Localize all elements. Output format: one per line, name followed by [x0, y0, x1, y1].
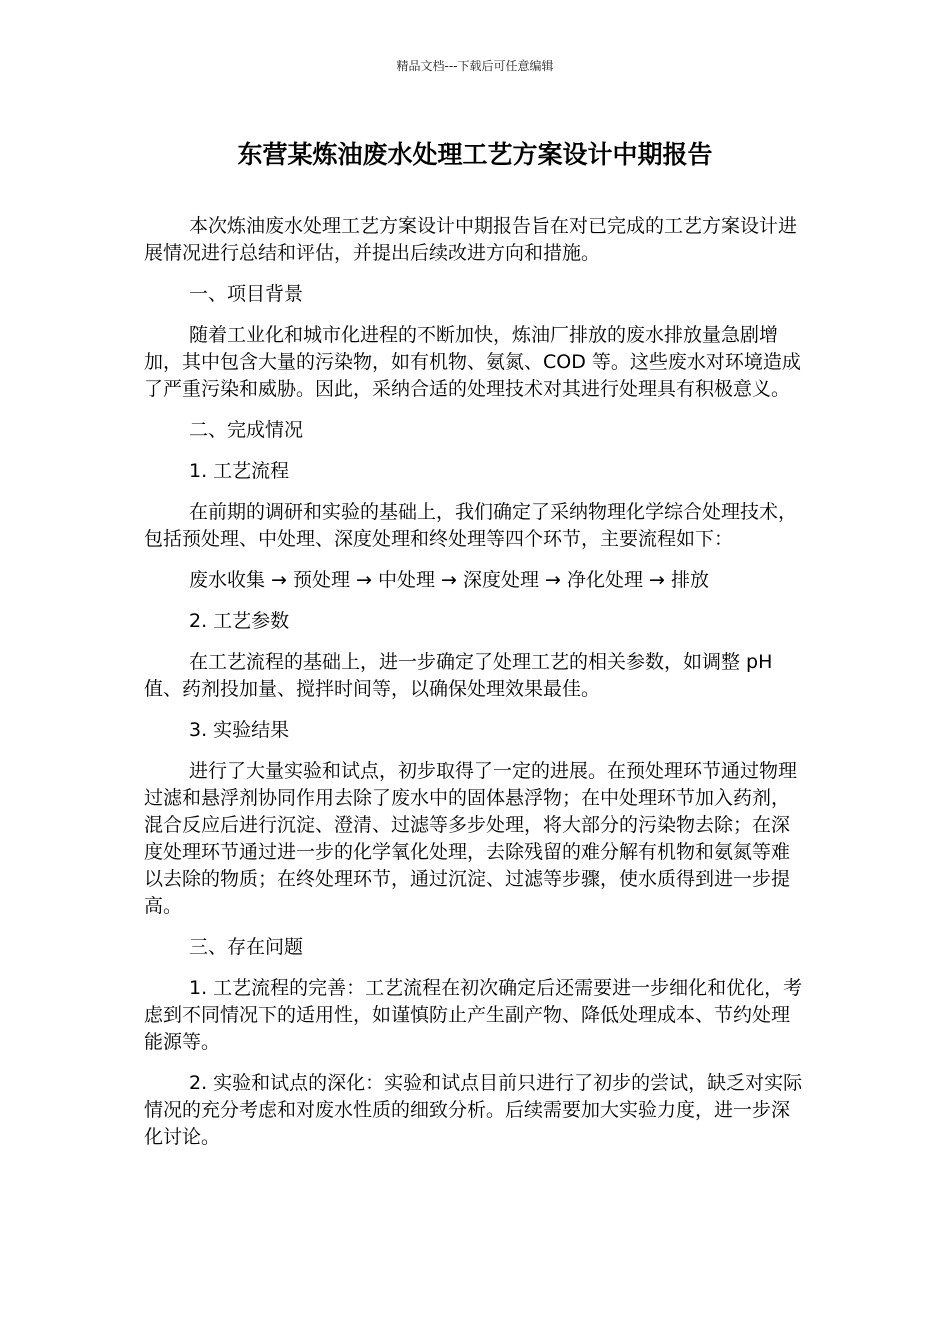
- process-flow-paragraph: 在前期的调研和实验的基础上，我们确定了采纳物理化学综合处理技术，包括预处理、中处理、深度处理和终处理等四个环节，主要流程如下：: [144, 501, 798, 550]
- document-body: [144, 213, 806, 1165]
- document-title: 东营某炼油废水处理工艺方案设计中期报告: [237, 140, 713, 169]
- background-paragraph: 随着工业化和城市化进程的不断加快，炼油厂排放的废水排放量急剧增加，其中包含大量的污染物，如有机物、氨氮、COD 等。这些废水对环境造成了严重污染和威胁。因此，采纳合适的处理技术对其进行处理具有积极意义。: [144, 324, 801, 400]
- section-heading-background: 一、项目背景: [189, 283, 304, 305]
- experiment-results-paragraph: 进行了大量实验和试点，初步取得了一定的进展。在预处理环节通过物理过滤和悬浮剂协同作用去除了废水中的固体悬浮物；在中处理环节加入药剂，混合反应后进行沉淀、澄清、过滤等多步处理，将大部分的污染物去除；在深度处理环节通过进一步的化学氧化处理，去除残留的难分解有机物和氨氮等难以去除的物质；在终处理环节，通过沉淀、过滤等步骤，使水质得到进一步提高。: [144, 760, 798, 917]
- issue-process-improvement: 1. 工艺流程的完善：工艺流程在初次确定后还需要进一步细化和优化，考虑到不同情况下的适用性，如谨慎防止产生副产物、降低处理成本、节约处理能源等。: [144, 977, 803, 1053]
- intro-paragraph: 本次炼油废水处理工艺方案设计中期报告旨在对已完成的工艺方案设计进展情况进行总结和评估，并提出后续改进方向和措施。: [144, 215, 798, 264]
- section-heading-issues: 三、存在问题: [189, 936, 304, 958]
- subheading-process-parameters: 2. 工艺参数: [189, 610, 290, 632]
- subheading-process-flow: 1. 工艺流程: [189, 460, 290, 482]
- section-heading-progress: 二、完成情况: [189, 419, 304, 441]
- subheading-experiment-results: 3. 实验结果: [189, 719, 290, 741]
- header-note: 精品文档---下载后可任意编辑: [396, 59, 554, 73]
- process-parameters-paragraph: 在工艺流程的基础上，进一步确定了处理工艺的相关参数，如调整 pH 值、药剂投加量、搅拌时间等，以确保处理效果最佳。: [144, 651, 773, 700]
- issue-experiment-deepening: 2. 实验和试点的深化：实验和试点目前只进行了初步的尝试，缺乏对实际情况的充分考虑和对废水性质的细致分析。后续需要加大实验力度，进一步深化讨论。: [144, 1072, 803, 1148]
- process-flow-sequence: 废水收集 → 预处理 → 中处理 → 深度处理 → 净化处理 → 排放: [189, 569, 709, 591]
